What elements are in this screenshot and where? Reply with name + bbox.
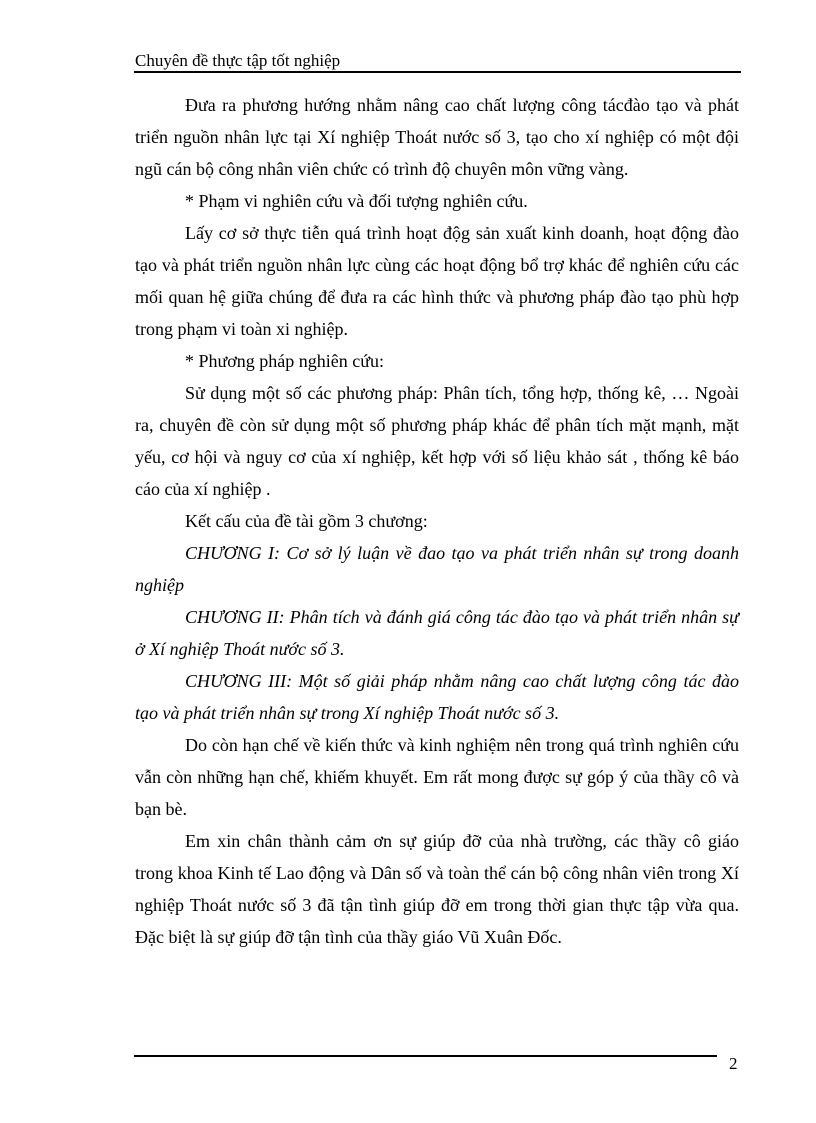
paragraph-acknowledgement: Em xin chân thành cảm ơn sự giúp đỡ của nhà trường, các thầy cô giáo trong khoa Kinh tế Lao động và Dân số và toàn thể cán bộ công nhân viên trong Xí nghiệp Thoát nước số 3 đã tận tình giúp đỡ em trong thời gian thực tập vừa qua. Đặc biệt là sự giúp đỡ tận tình của thầy giáo Vũ Xuân Đốc. bbox=[135, 831, 739, 947]
heading-methods: * Phương pháp nghiên cứu: bbox=[185, 351, 385, 371]
document-body bbox=[135, 89, 739, 953]
paragraph-limitations: Do còn hạn chế về kiến thức và kinh nghiệm nên trong quá trình nghiên cứu vẫn còn những hạn chế, khiếm khuyết. Em rất mong được sự góp ý của thầy cô và bạn bè. bbox=[135, 735, 739, 819]
page-number: 2 bbox=[729, 1054, 738, 1073]
paragraph-scope: Lấy cơ sở thực tiễn quá trình hoạt độg sản xuất kinh doanh, hoạt động đào tạo và phát triển nguồn nhân lực cùng các hoạt động bổ trợ khác để nghiên cứu các mối quan hệ giữa chúng để đưa ra các hình thức và phương pháp đào tạo phù hợp trong phạm vi toàn xi nghiệp. bbox=[135, 223, 739, 339]
paragraph-objective: Đưa ra phương hướng nhằm nâng cao chất lượng công tácđào tạo và phát triển nguồn nhân lực tại Xí nghiệp Thoát nước số 3, tạo cho xí nghiệp có một đội ngũ cán bộ công nhân viên chức có trình độ chuyên môn vững vàng. bbox=[135, 95, 739, 179]
chapter-1: CHƯƠNG I: Cơ sở lý luận về đao tạo va phát triển nhân sự trong doanh nghiệp bbox=[135, 543, 739, 595]
paragraph-methods: Sử dụng một số các phương pháp: Phân tích, tổng hợp, thống kê, … Ngoài ra, chuyên đề còn sử dụng một số phương pháp khác để phân tích mặt mạnh, mặt yếu, cơ hội và nguy cơ của xí nghiệp, kết hợp với số liệu khảo sát , thống kê báo cáo của xí nghiệp . bbox=[135, 383, 739, 499]
chapter-3: CHƯƠNG III: Một số giải pháp nhằm nâng cao chất lượng công tác đào tạo và phát triển nhân sự trong Xí nghiệp Thoát nước số 3. bbox=[135, 671, 739, 723]
paragraph-structure: Kết cấu của đề tài gồm 3 chương: bbox=[185, 511, 428, 531]
header-title: Chuyên đề thực tập tốt nghiệp bbox=[135, 51, 341, 70]
page-header bbox=[134, 49, 741, 73]
footer-rule bbox=[134, 1055, 717, 1057]
chapter-2: CHƯƠNG II: Phân tích và đánh giá công tác đào tạo và phát triển nhân sự ở Xí nghiệp Thoát nước số 3. bbox=[135, 607, 739, 659]
heading-scope: * Phạm vi nghiên cứu và đối tượng nghiên cứu. bbox=[185, 191, 528, 211]
